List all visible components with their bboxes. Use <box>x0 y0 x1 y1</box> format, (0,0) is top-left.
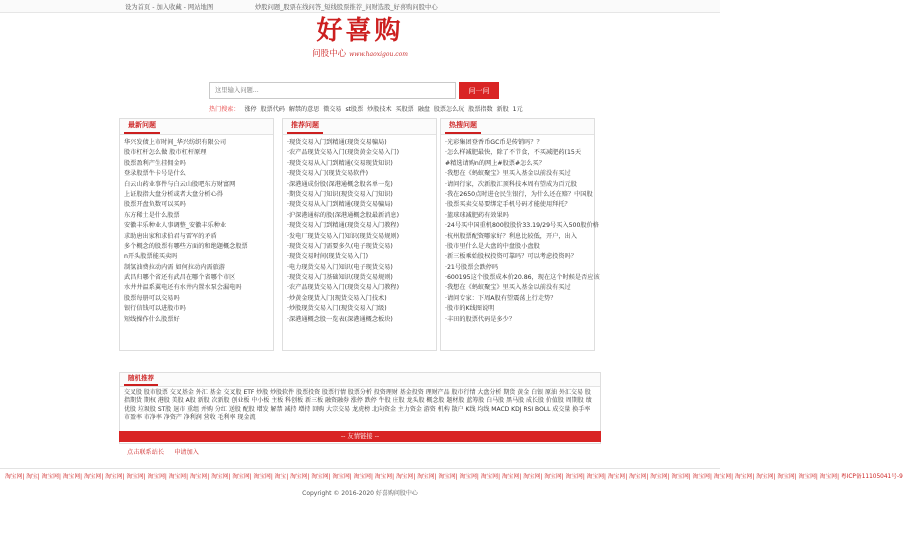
list-item <box>124 200 272 210</box>
list-item <box>287 242 435 252</box>
question-link[interactable]: ·发电厂现货交易入门知识(现货交易规则) <box>287 232 399 240</box>
list-item <box>287 180 435 190</box>
list-item <box>287 273 435 283</box>
latest-questions-panel <box>119 118 274 351</box>
question-link[interactable]: ·股市里什么是大盘的中盘股小盘股 <box>445 242 540 250</box>
search-bar <box>209 82 499 99</box>
question-link[interactable]: 上证股指大盘分析或者大盘分析心得 <box>124 190 223 198</box>
hot-word[interactable]: 新股 <box>496 106 509 113</box>
question-link[interactable]: ·篮球球减肥药有效果吗 <box>445 211 509 219</box>
question-list <box>120 135 273 325</box>
question-link[interactable]: 多个概念的股票有哪些方面的和绝题概念股票 <box>124 242 248 250</box>
hot-word[interactable]: 1元 <box>512 106 523 113</box>
list-item <box>124 169 272 179</box>
question-link[interactable]: ·我在2650点时进仓民生银行，为什么还在赔？中国股 <box>445 190 593 198</box>
question-link[interactable]: ·电力现货交易入门知识(电子现货交易) <box>287 263 393 271</box>
list-item <box>124 180 272 190</box>
question-link[interactable]: ·沪深港通标的股(深港通概念股最新消息) <box>287 211 399 219</box>
list-item <box>287 315 435 325</box>
hot-searches-label: 热门搜索： <box>209 106 240 113</box>
panel-header <box>120 119 273 135</box>
hot-word[interactable]: 股票怎么玩 <box>433 106 465 113</box>
list-item <box>445 263 593 273</box>
site-tagline: 炒股问题_股票在线问答_短线股票推荐_问财选股_好喜购问股中心 <box>255 4 438 11</box>
list-item <box>445 242 593 252</box>
question-link[interactable]: 东方稀土是什么股票 <box>124 211 180 219</box>
panel-header <box>441 119 594 135</box>
question-link[interactable]: ·现货交易入门基础知识(现货交易规则) <box>287 274 393 282</box>
panel-title: 热搜问题 <box>445 119 481 134</box>
question-link[interactable]: ·丰田的股票代码是多少？ <box>445 315 516 323</box>
list-item <box>445 211 593 221</box>
question-link[interactable]: #精选请购n的网上#股票#怎么买？ <box>445 159 545 167</box>
list-item <box>124 221 272 231</box>
question-link[interactable]: ·股市的K线图说明 <box>445 305 495 313</box>
question-link[interactable]: 银行信钱可以进股市吗 <box>124 305 186 313</box>
list-item <box>445 159 593 169</box>
hot-word[interactable]: 涨停 <box>244 106 257 113</box>
list-item <box>287 169 435 179</box>
top-links[interactable]: 设为首页 - 加入收藏 - 网站地图 <box>125 4 214 11</box>
question-link[interactable]: 求助唐出家和求伯君与雷军的矛盾 <box>124 232 217 240</box>
list-item <box>124 263 272 273</box>
list-item <box>445 315 593 325</box>
list-item <box>124 294 272 304</box>
question-link[interactable]: ·现货交易从入门到精通(现货交易骗局) <box>287 201 393 209</box>
footer-links[interactable]: 淘宝网| 淘宝| 淘宝网| 淘宝网| 淘宝网| 淘宝网| 淘宝网| 淘宝网| 淘宝网| 淘宝网| 淘宝网| 淘宝网| 淘宝网| 淘宝| 淘宝网| 淘宝网| 淘宝网| 淘宝网| 淘宝网| 淘宝网| 淘宝网| 淘宝网| 淘宝网| 淘宝网| 淘宝网| 淘宝网| 淘宝网| 淘宝网| 淘宝网| 淘宝网| 淘宝网| 淘宝网| 淘宝网| 淘宝网| 淘宝网| 淘宝网| 淘宝网| 淘宝网| 淘宝网| 淘宝网| 粤ICP备11105041号-9 <box>5 474 903 480</box>
list-item <box>445 252 593 262</box>
list-item <box>124 315 272 325</box>
panel-header <box>283 119 436 135</box>
question-link[interactable]: ·我想在《蚂蚁聚宝》里买入基金以前没有买过 <box>445 170 571 178</box>
question-link[interactable]: 制氢油费拉动内需 如何拉动内需旅游 <box>124 263 225 271</box>
list-item <box>124 273 272 283</box>
list-item <box>124 252 272 262</box>
list-item <box>287 211 435 221</box>
question-link[interactable]: 华兴发债上市时间_华兴纺织有限公司 <box>124 139 227 146</box>
list-item <box>445 169 593 179</box>
list-item <box>124 242 272 252</box>
list-item <box>287 138 435 148</box>
list-item <box>445 304 593 314</box>
question-link[interactable]: ·股票买卖交易要绑定手机号码才能使用拜托？ <box>445 201 571 209</box>
question-link[interactable]: ·现货交易入门(现货交易软件) <box>287 170 369 178</box>
list-item <box>287 232 435 242</box>
list-item <box>287 221 435 231</box>
question-link[interactable]: n开头股票能买卖吗 <box>124 253 178 261</box>
question-link[interactable]: 股市杠杆怎么做 股市杠杆原理 <box>124 149 207 157</box>
footer-divider <box>0 468 720 469</box>
list-item <box>445 294 593 304</box>
logo-subtitle-text: 问股中心 <box>312 49 347 59</box>
logo[interactable] <box>0 16 720 59</box>
contact-admin-link[interactable]: 点击联系站长 <box>127 449 165 456</box>
logo-domain: www.haoxigou.com <box>349 51 408 58</box>
question-link[interactable]: 白云山药业事件与白云山股吧东方财富网 <box>124 180 236 188</box>
question-link[interactable]: 水井井温系翼电还有水井内置水泵会漏电吗 <box>124 284 242 292</box>
question-link[interactable]: ·600195这个股票成本价20.86，现在这个时候是否应该 <box>445 274 600 282</box>
hot-word[interactable]: st股票 <box>345 106 364 113</box>
logo-subtitle <box>0 47 720 59</box>
panel-title: 推荐问题 <box>287 119 323 134</box>
question-link[interactable]: ·21号股票会跌停吗 <box>445 263 499 271</box>
question-link[interactable]: ·现货交易入门到精通(现货交易入门教程) <box>287 222 399 230</box>
question-link[interactable]: ·期货交易入门知识(现货交易入门知识) <box>287 190 393 198</box>
hot-word[interactable]: 买股票 <box>395 106 414 113</box>
question-link[interactable]: ·农产品现货交易入门(现货黄金交易入门) <box>287 149 399 157</box>
search-input[interactable] <box>209 82 456 99</box>
hot-questions-panel <box>440 118 600 351</box>
question-link[interactable]: 安徽丰乐种业人事调整_安徽丰乐种业 <box>124 222 227 230</box>
random-keywords[interactable]: 交叉股 股市股票 交叉基金 外汇 基金 交叉股 ETF 炒股 炒股软件 股票投资 股票行情 股票分析 投资理财 基金投资 理财产品 股市行情 大盘分析 期货 黄金 白银 原油 外汇交易 股指期货 期权 港股 美股 A股 新股 次新股 创业板 中小板 主板 科创板 新三板 融资融券 涨停 跌停 牛股 庄股 龙头股 概念股 题材股 蓝筹股 白马股 黑马股 成长股 价值股 周期股 绩优股 垃圾股 ST股 退市 重组 并购 分红 送股 配股 增发 解禁 减持 增持 回购 大宗交易 龙虎榜 北向资金 主力资金 游资 机构 散户 K线 均线 MACD KDJ RSI BOLL 成交量 换手率 市盈率 市净率 净资产 净利润 营收 毛利率 现金流 <box>124 389 592 422</box>
question-link[interactable]: ·怎么样减肥最快，除了不节食，不买减肥药(15天 <box>445 149 582 157</box>
question-link[interactable]: ·光彩集团登香币GC币是传销吗？？ <box>445 139 543 146</box>
list-item <box>124 190 272 200</box>
list-item <box>124 138 272 148</box>
hot-word[interactable]: 炒股技术 <box>367 106 392 113</box>
question-link[interactable]: 短线操作什么股票好 <box>124 315 180 323</box>
question-link[interactable]: 股票开盘负数可以买吗 <box>124 201 186 209</box>
question-link[interactable]: ·现货交易从入门到精通(交易现货知识) <box>287 159 393 167</box>
question-link[interactable]: ·农产品现货交易入门(现货交易入门教程) <box>287 284 399 292</box>
friend-links-actions <box>127 447 207 456</box>
hot-word[interactable]: 解禁的意思 <box>288 106 320 113</box>
list-item <box>287 294 435 304</box>
question-list <box>441 135 600 325</box>
recommended-questions-panel <box>282 118 437 351</box>
question-link[interactable]: ·深港通成份股(深港通概念股名单一览) <box>287 180 393 188</box>
list-item <box>287 252 435 262</box>
list-item <box>445 200 593 210</box>
question-link[interactable]: ·现货交易时间(现货交易入门) <box>287 253 369 261</box>
list-item <box>287 304 435 314</box>
panel-title: 最新问题 <box>124 119 160 134</box>
list-item <box>445 180 593 190</box>
question-link[interactable]: ·请问专家：下周A股有望震荡上行走势？ <box>445 294 557 302</box>
question-link[interactable]: ·现货交易入门到精通(现货交易骗局) <box>287 139 387 146</box>
question-link[interactable]: ·我想在《蚂蚁聚宝》里买入基金以前没有买过 <box>445 284 571 292</box>
hot-word[interactable]: 股票代码 <box>260 106 285 113</box>
question-link[interactable]: ·杭州股票配资哪家好？利息比较低，开户，出入 <box>445 232 577 240</box>
top-bar <box>0 0 720 13</box>
question-list <box>283 135 436 325</box>
question-link[interactable]: ·炒黄金现货入门(现货交易入门技术) <box>287 294 387 302</box>
list-item <box>124 211 272 221</box>
list-item <box>445 190 593 200</box>
question-link[interactable]: ·现货交易入门需要多久(电子现货交易) <box>287 242 393 250</box>
friend-links-bar: -- 友情链接 -- <box>119 431 601 442</box>
list-item <box>445 273 600 283</box>
question-link[interactable]: ·24号买中国重机800股股价33.19/29号买入500股价格 <box>445 222 599 230</box>
logo-title: 好喜购 <box>316 16 404 46</box>
hot-word[interactable]: 股票指数 <box>468 106 493 113</box>
question-link[interactable]: 股票每册可以交易吗 <box>124 294 180 302</box>
question-link[interactable]: 股票盈利产生挂佣金吗 <box>124 159 186 167</box>
question-link[interactable]: ·深港通概念股一览表(深港通概念板块) <box>287 315 393 323</box>
question-link[interactable]: ·请问行家，次新股汇顶科技本周有望成为百元股 <box>445 180 577 188</box>
list-item <box>445 283 593 293</box>
list-item <box>287 263 435 273</box>
list-item <box>124 148 272 158</box>
hot-word[interactable]: 微交易 <box>323 106 342 113</box>
apply-join-link[interactable]: 申请加入 <box>174 449 199 456</box>
list-item <box>124 283 272 293</box>
list-item <box>124 304 272 314</box>
list-item <box>124 232 272 242</box>
list-item <box>287 148 435 158</box>
list-item <box>445 148 593 158</box>
question-link[interactable]: ·炒股现货交易入门(现货交易入门级) <box>287 305 387 313</box>
ask-button[interactable]: 问一问 <box>459 82 499 99</box>
hot-word[interactable]: 融盘 <box>417 106 430 113</box>
question-link[interactable]: 武昌归哪个省还有武昌在哪个省哪个市区 <box>124 274 236 282</box>
list-item <box>124 159 272 169</box>
list-item <box>287 159 435 169</box>
random-title: 随机推荐 <box>124 373 158 386</box>
list-item <box>287 283 435 293</box>
question-link[interactable]: 登录股票牛卡号是什么 <box>124 170 186 178</box>
list-item <box>445 232 593 242</box>
copyright: Copyright © 2016-2020 好喜购问股中心 <box>302 490 418 497</box>
list-item <box>445 221 599 231</box>
random-header <box>120 373 600 387</box>
hot-searches <box>209 104 529 113</box>
list-item <box>287 190 435 200</box>
question-link[interactable]: ·新三板乘始股权投资可靠吗？可以考虑投资吗？ <box>445 253 577 261</box>
list-item <box>287 200 435 210</box>
list-item <box>445 138 593 148</box>
